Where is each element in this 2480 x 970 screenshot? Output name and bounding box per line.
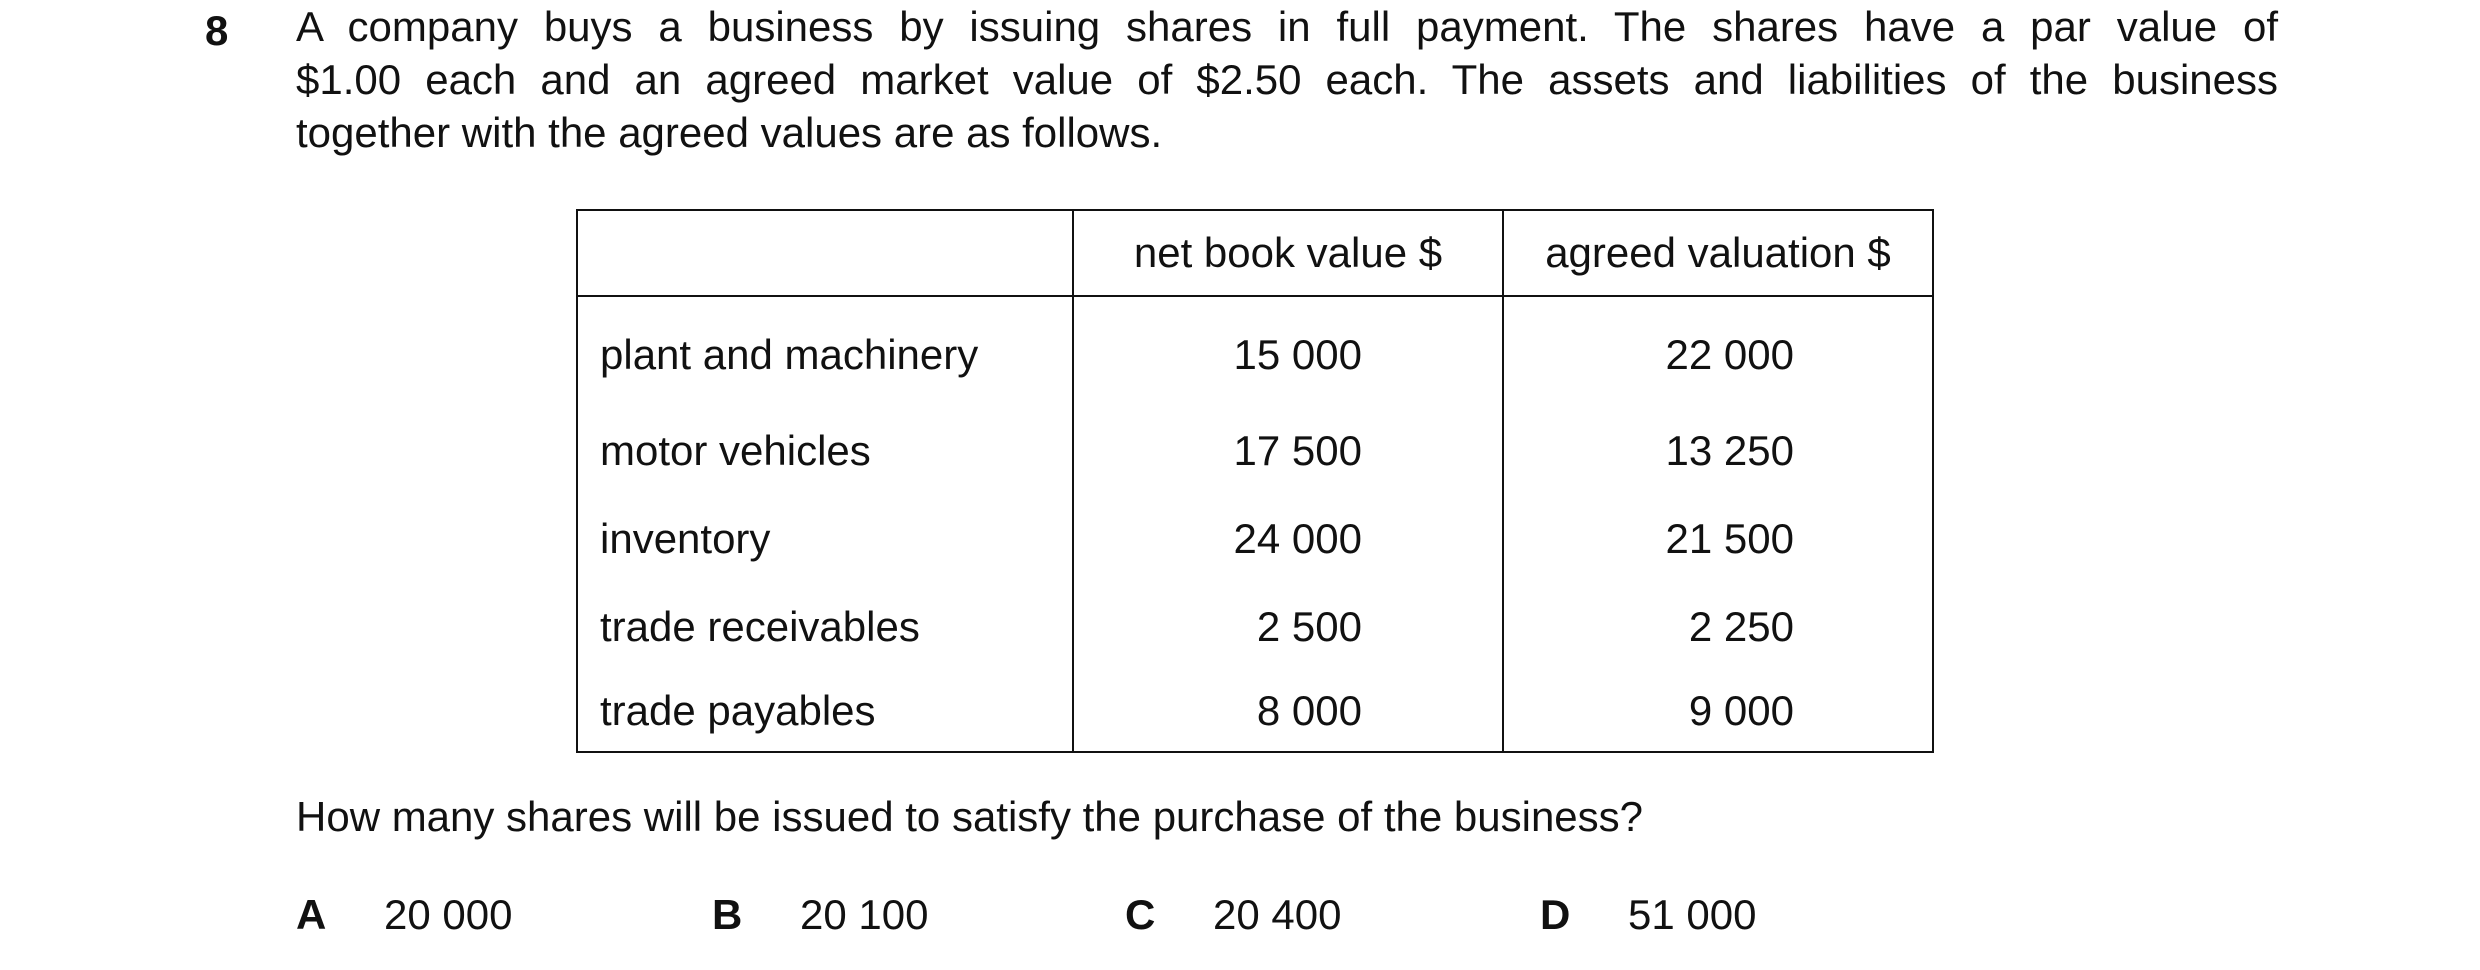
table-header-nbv: net book value $ xyxy=(1073,210,1503,296)
row-agreed xyxy=(1503,495,1933,583)
row-agreed-value: 22 000 xyxy=(1665,331,1794,378)
row-item: trade receivables xyxy=(577,583,1073,671)
option-c-value: 20 400 xyxy=(1213,891,1342,938)
row-nbv xyxy=(1073,495,1503,583)
table-header-item xyxy=(577,210,1073,296)
table-row xyxy=(577,583,1933,671)
option-b-letter: B xyxy=(712,891,743,938)
row-nbv xyxy=(1073,296,1503,407)
option-d[interactable] xyxy=(1540,888,1757,941)
table-header-row xyxy=(577,210,1933,296)
row-nbv xyxy=(1073,407,1503,495)
row-item: inventory xyxy=(577,495,1073,583)
row-agreed-value: 21 500 xyxy=(1665,515,1794,562)
stem-line-1: A company buys a business by issuing shares in full payment. The shares have a par value of xyxy=(296,3,2278,50)
row-agreed-value: 13 250 xyxy=(1665,427,1794,474)
row-item: motor vehicles xyxy=(577,407,1073,495)
row-agreed-value: 2 250 xyxy=(1688,603,1794,650)
row-nbv-value: 2 500 xyxy=(1256,603,1362,650)
table-row xyxy=(577,671,1933,752)
option-c-letter: C xyxy=(1125,891,1156,938)
question-prompt: How many shares will be issued to satisfy the purchase of the business? xyxy=(296,793,1644,840)
row-agreed xyxy=(1503,583,1933,671)
option-d-letter: D xyxy=(1540,891,1571,938)
option-a-value: 20 000 xyxy=(384,891,513,938)
option-d-value: 51 000 xyxy=(1628,891,1757,938)
question-number: 8 xyxy=(205,7,229,54)
row-nbv xyxy=(1073,583,1503,671)
row-agreed xyxy=(1503,296,1933,407)
row-nbv-value: 15 000 xyxy=(1233,331,1362,378)
question-stem xyxy=(296,0,2278,159)
row-agreed xyxy=(1503,671,1933,752)
stem-line-3: together with the agreed values are as follows. xyxy=(296,109,1163,156)
row-nbv xyxy=(1073,671,1503,752)
row-agreed xyxy=(1503,407,1933,495)
option-c[interactable] xyxy=(1125,888,1342,941)
row-agreed-value: 9 000 xyxy=(1688,687,1794,734)
table-row xyxy=(577,296,1933,407)
option-a-letter: A xyxy=(296,891,327,938)
row-nbv-value: 17 500 xyxy=(1233,427,1362,474)
stem-line-2: $1.00 each and an agreed market value of $2.50 each. The assets and liabilities of the business xyxy=(296,56,2278,103)
table-row xyxy=(577,407,1933,495)
row-nbv-value: 24 000 xyxy=(1233,515,1362,562)
table-row xyxy=(577,495,1933,583)
row-item: plant and machinery xyxy=(577,296,1073,407)
row-item: trade payables xyxy=(577,671,1073,752)
option-b-value: 20 100 xyxy=(800,891,929,938)
table-header-agreed: agreed valuation $ xyxy=(1503,210,1933,296)
row-nbv-value: 8 000 xyxy=(1256,687,1362,734)
valuation-table xyxy=(576,209,1934,753)
option-b[interactable] xyxy=(712,888,929,941)
option-a[interactable] xyxy=(296,888,513,941)
